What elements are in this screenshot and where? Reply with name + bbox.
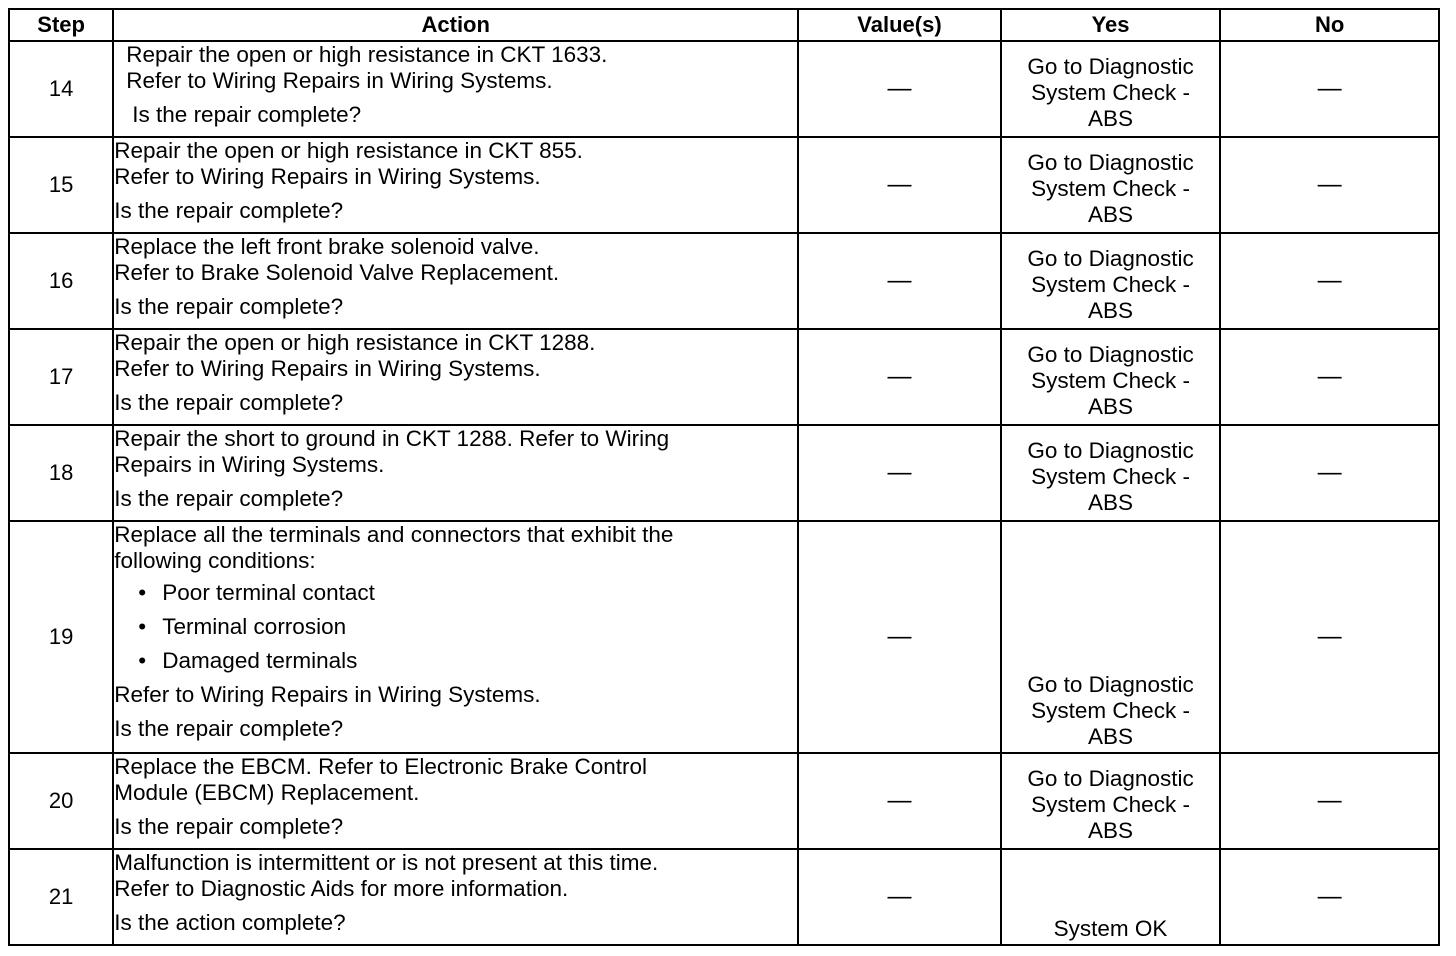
no-cell: — (1220, 521, 1439, 753)
action-question: Is the repair complete? (114, 486, 344, 511)
action-text: Malfunction is intermittent or is not present at this time. (114, 850, 659, 875)
diagnostic-table (8, 8, 1440, 946)
value-cell: — (798, 329, 1001, 425)
yes-text: Go to Diagnostic (1027, 150, 1194, 175)
action-question: Is the action complete? (114, 910, 346, 935)
action-text: Repair the open or high resistance in CKT 855. (114, 138, 583, 163)
no-cell: — (1220, 233, 1439, 329)
no-cell: — (1220, 41, 1439, 137)
yes-cell (1001, 41, 1221, 137)
action-text: Replace all the terminals and connectors that exhibit the (114, 522, 674, 547)
table-row (9, 137, 1439, 233)
step-number: 15 (9, 137, 113, 233)
header-no: No (1220, 9, 1439, 41)
action-cell (113, 425, 798, 521)
yes-text: Go to Diagnostic (1027, 54, 1194, 79)
action-question: Is the repair complete? (114, 294, 344, 319)
action-question: Is the repair complete? (132, 102, 362, 127)
yes-text: ABS (1088, 490, 1134, 515)
table-row (9, 753, 1439, 849)
value-cell: — (798, 425, 1001, 521)
action-cell (113, 41, 798, 137)
yes-text: System OK (1053, 916, 1168, 941)
action-question: Is the repair complete? (114, 390, 344, 415)
value-cell: — (798, 41, 1001, 137)
action-text: following conditions: (114, 548, 316, 573)
list-item: • Poor terminal contact (114, 580, 797, 606)
value-cell: — (798, 137, 1001, 233)
step-number: 14 (9, 41, 113, 137)
action-question: Is the repair complete? (114, 198, 344, 223)
table-row (9, 233, 1439, 329)
action-text: Repair the short to ground in CKT 1288. Refer to Wiring (114, 426, 670, 451)
action-cell (113, 137, 798, 233)
yes-text: ABS (1088, 818, 1134, 843)
step-number: 16 (9, 233, 113, 329)
action-text: Repair the open or high resistance in CKT 1288. (114, 330, 596, 355)
yes-text: System Check - (1031, 272, 1190, 297)
header-yes: Yes (1001, 9, 1221, 41)
yes-text: System Check - (1031, 792, 1190, 817)
action-text: Refer to Wiring Repairs in Wiring Systems. (114, 356, 541, 381)
yes-text: System Check - (1031, 80, 1190, 105)
step-number: 21 (9, 849, 113, 945)
action-text: Repair the open or high resistance in CKT 1633. (126, 42, 608, 67)
no-cell: — (1220, 137, 1439, 233)
yes-cell (1001, 329, 1221, 425)
yes-text: ABS (1088, 106, 1134, 131)
action-text: Refer to Diagnostic Aids for more information. (114, 876, 569, 901)
no-cell: — (1220, 425, 1439, 521)
action-reference: Refer to Wiring Repairs in Wiring Systems. (114, 682, 541, 707)
yes-text: System Check - (1031, 368, 1190, 393)
action-question: Is the repair complete? (114, 716, 344, 741)
step-number: 19 (9, 521, 113, 753)
yes-cell (1001, 849, 1221, 945)
step-number: 18 (9, 425, 113, 521)
action-text: Module (EBCM) Replacement. (114, 780, 420, 805)
action-cell (113, 329, 798, 425)
yes-text: Go to Diagnostic (1027, 672, 1194, 697)
step-number: 20 (9, 753, 113, 849)
yes-text: Go to Diagnostic (1027, 342, 1194, 367)
yes-text: System Check - (1031, 464, 1190, 489)
table-row (9, 41, 1439, 137)
table-row (9, 329, 1439, 425)
yes-cell (1001, 137, 1221, 233)
yes-cell (1001, 233, 1221, 329)
action-cell (113, 849, 798, 945)
yes-cell (1001, 521, 1221, 753)
no-cell: — (1220, 753, 1439, 849)
action-cell (113, 521, 798, 753)
no-cell: — (1220, 849, 1439, 945)
header-row (9, 9, 1439, 41)
action-text: Replace the EBCM. Refer to Electronic Brake Control (114, 754, 648, 779)
yes-text: Go to Diagnostic (1027, 766, 1194, 791)
header-step: Step (9, 9, 113, 41)
list-item: • Terminal corrosion (114, 614, 797, 640)
action-cell (113, 233, 798, 329)
yes-text: System Check - (1031, 176, 1190, 201)
yes-text: ABS (1088, 202, 1134, 227)
header-values: Value(s) (798, 9, 1001, 41)
value-cell: — (798, 521, 1001, 753)
table-row (9, 849, 1439, 945)
value-cell: — (798, 753, 1001, 849)
value-cell: — (798, 849, 1001, 945)
table-row (9, 425, 1439, 521)
yes-text: Go to Diagnostic (1027, 438, 1194, 463)
header-action: Action (113, 9, 798, 41)
yes-text: ABS (1088, 394, 1134, 419)
action-text: Replace the left front brake solenoid valve. (114, 234, 540, 259)
yes-text: ABS (1088, 724, 1134, 749)
yes-text: ABS (1088, 298, 1134, 323)
yes-cell (1001, 753, 1221, 849)
list-item: • Damaged terminals (114, 648, 797, 674)
value-cell: — (798, 233, 1001, 329)
yes-text: System Check - (1031, 698, 1190, 723)
action-text: Repairs in Wiring Systems. (114, 452, 385, 477)
yes-cell (1001, 425, 1221, 521)
action-text: Refer to Wiring Repairs in Wiring Systems. (126, 68, 553, 93)
action-text: Refer to Brake Solenoid Valve Replacement. (114, 260, 560, 285)
step-number: 17 (9, 329, 113, 425)
action-question: Is the repair complete? (114, 814, 344, 839)
condition-list (114, 580, 797, 674)
no-cell: — (1220, 329, 1439, 425)
table-row (9, 521, 1439, 753)
action-text: Refer to Wiring Repairs in Wiring Systems. (114, 164, 541, 189)
action-cell (113, 753, 798, 849)
yes-text: Go to Diagnostic (1027, 246, 1194, 271)
